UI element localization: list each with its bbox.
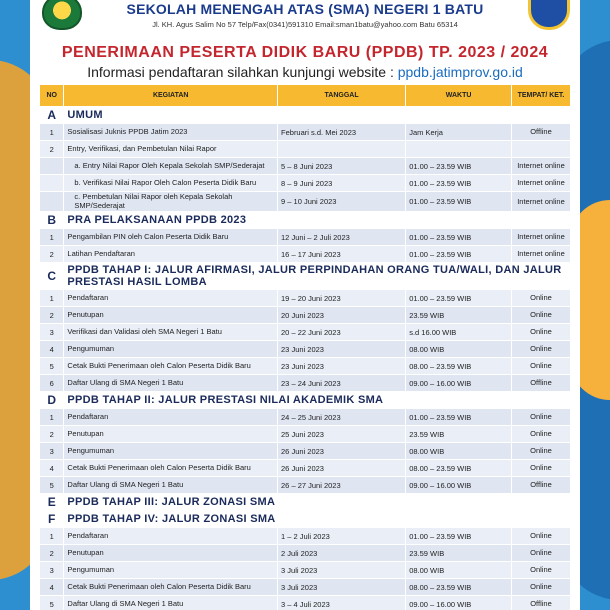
cell-kegiatan: Cetak Bukti Penerimaan oleh Calon Peserta Didik Baru: [64, 579, 278, 596]
cell-kegiatan: Pengumuman: [64, 562, 278, 579]
cell-no: 4: [40, 579, 64, 596]
cell-waktu: 08.00 – 23.59 WIB: [406, 579, 512, 596]
cell-kegiatan: Verifikasi dan Validasi oleh SMA Negeri 1 Batu: [64, 324, 278, 341]
cell-waktu: 08.00 – 23.59 WIB: [406, 460, 512, 477]
cell-no: [40, 192, 64, 212]
cell-tanggal: [278, 141, 406, 158]
table-header-row: [40, 85, 571, 107]
ppdb-poster: [30, 0, 580, 610]
table-row: [40, 307, 571, 324]
cell-kegiatan: Penutupan: [64, 426, 278, 443]
cell-tempat: Offline: [511, 596, 570, 610]
cell-tempat: Online: [511, 341, 570, 358]
cell-tanggal: 26 – 27 Juni 2023: [278, 477, 406, 494]
cell-tanggal: 20 Juni 2023: [278, 307, 406, 324]
schedule-table: [39, 84, 571, 610]
cell-waktu: 23.59 WIB: [406, 307, 512, 324]
cell-no: 3: [40, 324, 64, 341]
cell-tempat: Online: [511, 545, 570, 562]
cell-tempat: Online: [511, 290, 570, 307]
cell-kegiatan: Penutupan: [64, 545, 278, 562]
cell-tempat: Online: [511, 307, 570, 324]
cell-tempat: Internet online: [511, 246, 570, 263]
cell-tanggal: 3 – 4 Juli 2023: [278, 596, 406, 610]
cell-kegiatan: c. Pembetulan Nilai Rapor oleh Kepala Sekolah SMP/Sederajat: [64, 192, 278, 212]
schedule-body: [40, 107, 571, 610]
cell-waktu: 08.00 WIB: [406, 443, 512, 460]
cell-tempat: Online: [511, 426, 570, 443]
cell-no: 2: [40, 545, 64, 562]
section-title: PRA PELAKSANAAN PPDB 2023: [64, 212, 571, 229]
cell-tanggal: 23 Juni 2023: [278, 341, 406, 358]
province-logo-icon: [42, 0, 82, 30]
section-row: [40, 263, 571, 290]
cell-tempat: Internet online: [511, 192, 570, 212]
cell-tempat: Online: [511, 443, 570, 460]
cell-tempat: Online: [511, 409, 570, 426]
cell-tanggal: 20 – 22 Juni 2023: [278, 324, 406, 341]
cell-tempat: Internet online: [511, 175, 570, 192]
table-row: [40, 290, 571, 307]
cell-tanggal: 8 – 9 Juni 2023: [278, 175, 406, 192]
cell-waktu: 08.00 WIB: [406, 562, 512, 579]
cell-tempat: Offline: [511, 477, 570, 494]
cell-tanggal: 16 – 17 Juni 2023: [278, 246, 406, 263]
table-row: [40, 375, 571, 392]
header-no: NO: [40, 85, 64, 107]
section-title: UMUM: [64, 107, 571, 124]
header-tanggal: TANGGAL: [278, 85, 406, 107]
cell-tempat: Online: [511, 324, 570, 341]
cell-no: 1: [40, 229, 64, 246]
cell-tanggal: 23 – 24 Juni 2023: [278, 375, 406, 392]
table-row: [40, 246, 571, 263]
cell-waktu: 23.59 WIB: [406, 426, 512, 443]
cell-waktu: 08.00 – 23.59 WIB: [406, 358, 512, 375]
school-header: [30, 0, 580, 38]
header-waktu: WAKTU: [406, 85, 512, 107]
cell-kegiatan: Pengumuman: [64, 341, 278, 358]
cell-kegiatan: Cetak Bukti Penerimaan oleh Calon Peserta Didik Baru: [64, 358, 278, 375]
cell-tanggal: 1 – 2 Juli 2023: [278, 528, 406, 545]
section-letter: D: [40, 392, 64, 409]
cell-tempat: Offline: [511, 124, 570, 141]
table-row: [40, 460, 571, 477]
cell-no: 5: [40, 358, 64, 375]
cell-waktu: 23.59 WIB: [406, 545, 512, 562]
section-letter: A: [40, 107, 64, 124]
cell-kegiatan: Sosialisasi Juknis PPDB Jatim 2023: [64, 124, 278, 141]
header-kegiatan: KEGIATAN: [64, 85, 278, 107]
cell-waktu: 01.00 – 23.59 WIB: [406, 192, 512, 212]
section-letter: C: [40, 263, 64, 290]
table-row: [40, 141, 571, 158]
table-row: [40, 124, 571, 141]
cell-tanggal: 26 Juni 2023: [278, 460, 406, 477]
table-row: [40, 358, 571, 375]
school-address: Jl. KH. Agus Salim No 57 Telp/Fax(0341)591310 Email:sman1batu@yahoo.com Batu 65314: [152, 20, 458, 29]
cell-tempat: Offline: [511, 375, 570, 392]
cell-tempat: Internet online: [511, 158, 570, 175]
table-row: [40, 579, 571, 596]
cell-no: 1: [40, 290, 64, 307]
school-name: SEKOLAH MENENGAH ATAS (SMA) NEGERI 1 BATU: [126, 1, 484, 17]
cell-kegiatan: Pendaftaran: [64, 290, 278, 307]
cell-tanggal: 2 Juli 2023: [278, 545, 406, 562]
cell-waktu: 01.00 – 23.59 WIB: [406, 409, 512, 426]
cell-tanggal: 23 Juni 2023: [278, 358, 406, 375]
cell-waktu: 01.00 – 23.59 WIB: [406, 528, 512, 545]
cell-waktu: 01.00 – 23.59 WIB: [406, 158, 512, 175]
cell-waktu: Jam Kerja: [406, 124, 512, 141]
cell-tanggal: 12 Juni – 2 Juli 2023: [278, 229, 406, 246]
cell-kegiatan: Penutupan: [64, 307, 278, 324]
cell-tanggal: 9 – 10 Juni 2023: [278, 192, 406, 212]
cell-kegiatan: Daftar Ulang di SMA Negeri 1 Batu: [64, 477, 278, 494]
table-row: [40, 341, 571, 358]
cell-waktu: 01.00 – 23.59 WIB: [406, 246, 512, 263]
section-title: PPDB TAHAP IV: JALUR ZONASI SMA: [64, 511, 571, 528]
section-row: [40, 511, 571, 528]
title-band: [30, 44, 580, 80]
cell-kegiatan: Daftar Ulang di SMA Negeri 1 Batu: [64, 375, 278, 392]
section-row: [40, 107, 571, 124]
cell-kegiatan: Entry, Verifikasi, dan Pembetulan Nilai Rapor: [64, 141, 278, 158]
section-letter: B: [40, 212, 64, 229]
cell-kegiatan: Pendaftaran: [64, 409, 278, 426]
table-row: [40, 192, 571, 212]
cell-no: 5: [40, 596, 64, 610]
section-row: [40, 494, 571, 511]
cell-tanggal: 25 Juni 2023: [278, 426, 406, 443]
cell-waktu: 08.00 WIB: [406, 341, 512, 358]
cell-kegiatan: Daftar Ulang di SMA Negeri 1 Batu: [64, 596, 278, 610]
cell-tempat: Internet online: [511, 229, 570, 246]
cell-no: 3: [40, 443, 64, 460]
table-row: [40, 562, 571, 579]
page-title: PENERIMAAN PESERTA DIDIK BARU (PPDB) TP. 2023 / 2024: [61, 44, 549, 61]
cell-tanggal: 3 Juli 2023: [278, 562, 406, 579]
section-letter: F: [40, 511, 64, 528]
cell-no: 1: [40, 409, 64, 426]
cell-no: 5: [40, 477, 64, 494]
cell-waktu: 09.00 – 16.00 WIB: [406, 375, 512, 392]
cell-tempat: Online: [511, 358, 570, 375]
cell-kegiatan: a. Entry Nilai Rapor Oleh Kepala Sekolah SMP/Sederajat: [64, 158, 278, 175]
cell-no: 4: [40, 341, 64, 358]
cell-kegiatan: Cetak Bukti Penerimaan oleh Calon Peserta Didik Baru: [64, 460, 278, 477]
cell-waktu: s.d 16.00 WIB: [406, 324, 512, 341]
cell-no: [40, 175, 64, 192]
cell-tanggal: 26 Juni 2023: [278, 443, 406, 460]
website-link[interactable]: ppdb.jatimprov.go.id: [397, 64, 523, 80]
cell-no: 3: [40, 562, 64, 579]
table-row: [40, 477, 571, 494]
cell-tanggal: 5 – 8 Juni 2023: [278, 158, 406, 175]
info-prefix: Informasi pendaftaran silahkan kunjungi website :: [87, 64, 398, 80]
cell-waktu: 09.00 – 16.00 WIB: [406, 596, 512, 610]
table-row: [40, 175, 571, 192]
cell-kegiatan: b. Verifikasi Nilai Rapor Oleh Calon Peserta Didik Baru: [64, 175, 278, 192]
table-row: [40, 426, 571, 443]
table-row: [40, 158, 571, 175]
table-row: [40, 545, 571, 562]
table-row: [40, 596, 571, 610]
cell-tempat: Online: [511, 579, 570, 596]
cell-no: 2: [40, 246, 64, 263]
cell-no: 2: [40, 307, 64, 324]
cell-kegiatan: Pendaftaran: [64, 528, 278, 545]
section-title: PPDB TAHAP III: JALUR ZONASI SMA: [64, 494, 571, 511]
section-row: [40, 212, 571, 229]
cell-tempat: Online: [511, 528, 570, 545]
cell-waktu: [406, 141, 512, 158]
table-row: [40, 409, 571, 426]
cell-waktu: 01.00 – 23.59 WIB: [406, 175, 512, 192]
cell-no: [40, 158, 64, 175]
cell-tempat: Online: [511, 562, 570, 579]
section-title: PPDB TAHAP II: JALUR PRESTASI NILAI AKADEMIK SMA: [64, 392, 571, 409]
cell-tanggal: 3 Juli 2023: [278, 579, 406, 596]
cell-tanggal: 24 – 25 Juni 2023: [278, 409, 406, 426]
section-row: [40, 392, 571, 409]
cell-tanggal: 19 – 20 Juni 2023: [278, 290, 406, 307]
cell-kegiatan: Pengumuman: [64, 443, 278, 460]
cell-tempat: [511, 141, 570, 158]
cell-tempat: Online: [511, 460, 570, 477]
header-tempat: TEMPAT/ KET.: [511, 85, 570, 107]
cell-tanggal: Februari s.d. Mei 2023: [278, 124, 406, 141]
section-letter: E: [40, 494, 64, 511]
section-title: PPDB TAHAP I: JALUR AFIRMASI, JALUR PERPINDAHAN ORANG TUA/WALI, DAN JALUR PRESTASI HASIL LOMBA: [64, 263, 571, 290]
cell-waktu: 09.00 – 16.00 WIB: [406, 477, 512, 494]
cell-waktu: 01.00 – 23.59 WIB: [406, 290, 512, 307]
cell-no: 1: [40, 124, 64, 141]
cell-kegiatan: Pengambilan PIN oleh Calon Peserta Didik Baru: [64, 229, 278, 246]
cell-waktu: 01.00 – 23.59 WIB: [406, 229, 512, 246]
table-row: [40, 528, 571, 545]
cell-no: 2: [40, 141, 64, 158]
cell-no: 6: [40, 375, 64, 392]
cell-kegiatan: Latihan Pendaftaran: [64, 246, 278, 263]
table-row: [40, 229, 571, 246]
cell-no: 2: [40, 426, 64, 443]
table-row: [40, 324, 571, 341]
info-line: [30, 64, 580, 80]
table-row: [40, 443, 571, 460]
cell-no: 1: [40, 528, 64, 545]
cell-no: 4: [40, 460, 64, 477]
